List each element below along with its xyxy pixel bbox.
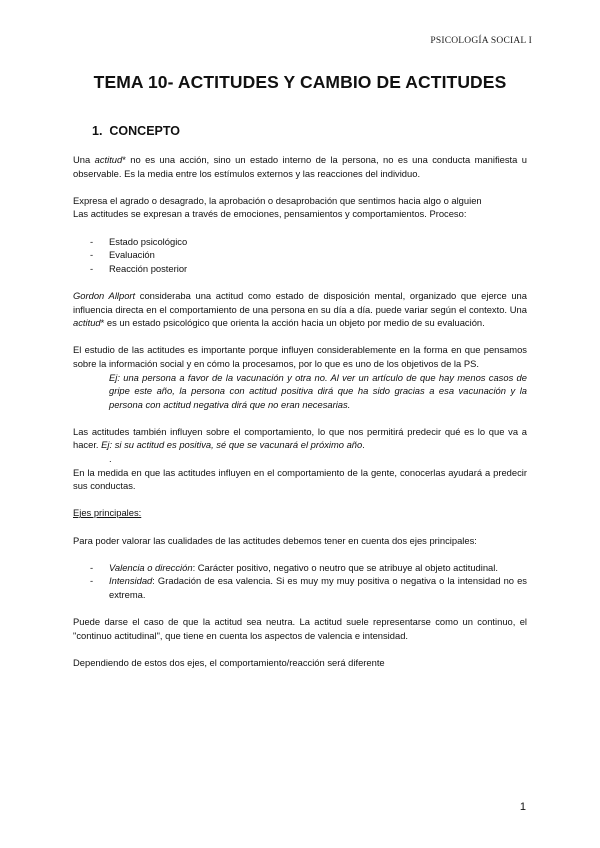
axes-heading: Ejes principales:: [73, 507, 142, 519]
list-item: [73, 574, 527, 601]
text-line: Expresa el agrado o desagrado, la aprobación o desaprobación que sentimos hacia algo o alguien: [73, 194, 482, 206]
paragraph-depending: Dependiendo de estos dos ejes, el comportamiento/reacción será diferente: [73, 656, 385, 668]
paragraph-neutral: Puede darse el caso de que la actitud sea neutra. La actitud suele representarse como un continuo, el "continuo actitudinal", que tiene en cuenta los aspectos de valencia e intensidad.: [73, 616, 527, 641]
text-run: .: [362, 439, 365, 451]
paragraph-allport: [73, 289, 527, 330]
body-content: [73, 153, 527, 670]
text-run-italic: Ej: si su actitud es positiva, sé que se vacunará el próximo año: [101, 439, 363, 451]
paragraph-axes-intro: Para poder valorar las cualidades de las actitudes debemos tener en cuenta dos ejes principales:: [73, 534, 477, 546]
author-name: Gordon Allport: [73, 289, 136, 301]
section-label: CONCEPTO: [109, 124, 181, 138]
paragraph-expression: [73, 194, 527, 221]
axis-term: Valencia o dirección: [109, 561, 193, 573]
axis-text: : Gradación de esa valencia. Si es muy my muy positiva o negativa o la intensidad no es extrema.: [109, 575, 527, 600]
list-item: - Estado psicológico: [73, 235, 527, 249]
list-item: - Evaluación: [73, 248, 527, 262]
text-run-italic: actitud: [94, 154, 123, 165]
list-item: [73, 561, 527, 575]
list-item: - Reacción posterior: [73, 262, 527, 276]
page-number: 1: [519, 801, 526, 813]
paragraph-predict: En la medida en que las actitudes influyen en el comportamiento de la gente, conocerlas ayudará a predecir sus conductas.: [73, 466, 527, 492]
section-number: 1.: [92, 124, 103, 138]
section-heading: [92, 124, 180, 138]
text-line: Las actitudes se expresan a través de emociones, pensamientos y comportamientos. Proceso:: [73, 208, 467, 220]
text-run-italic: actitud: [73, 317, 101, 329]
paragraph-study: El estudio de las actitudes es importante porque influyen considerablemente en la forma en que pensamos sobre la información social y en cómo la procesamos, por lo que es uno de los objetivos de la PS.: [73, 344, 527, 369]
axis-text: : Carácter positivo, negativo o neutro que se atribuye al objeto actitudinal.: [192, 561, 498, 573]
stray-dot: .: [109, 453, 112, 465]
page-title: TEMA 10- ACTITUDES Y CAMBIO DE ACTITUDES: [93, 72, 507, 92]
example-vaccination: Ej: una persona a favor de la vacunación y otra no. Al ver un artículo de que hay menos casos de gripe este año, la persona con actitud positiva dirá que ha sido gracias a esa vacunación y la persona con actitud negativa dirá que no eran necesarias.: [109, 371, 527, 410]
running-header: PSICOLOGÍA SOCIAL I: [430, 36, 532, 46]
paragraph-definition: [73, 153, 527, 180]
process-list: [73, 235, 527, 276]
text-run: Una: [73, 154, 95, 165]
text-run: consideraba una actitud como estado de disposición mental, organizado que ejerce una influencia directa en el comportamiento de una persona en su día a día. puede variar según el contexto. Una: [73, 289, 527, 315]
text-run: * no es una acción, sino un estado interno de la persona, no es una conducta manifiesta u observable. Es la media entre los estímulos externos y las reacciones del individuo.: [73, 154, 527, 179]
text-run: Las actitudes también influyen sobre el comportamiento, lo que nos permitirá predecir qué es lo que va a hacer.: [73, 425, 527, 451]
axes-list: [73, 561, 527, 602]
text-run: * es un estado psicológico que orienta la acción hacia un objeto por medio de su evaluación.: [100, 317, 485, 329]
axis-term: Intensidad: [109, 575, 153, 587]
paragraph-behavior: [73, 425, 527, 452]
